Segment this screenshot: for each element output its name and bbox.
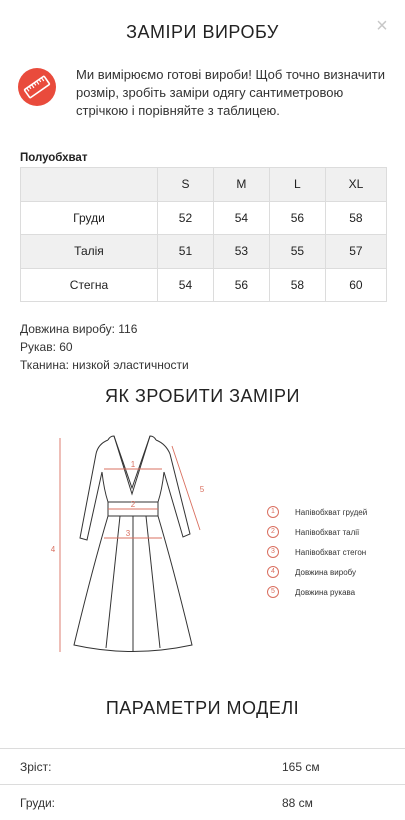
table-header-cell: XL	[325, 168, 386, 202]
how-to-title: ЯК ЗРОБИТИ ЗАМІРИ	[105, 386, 300, 406]
table-cell: 53	[213, 235, 269, 269]
legend-number: 1	[267, 506, 279, 518]
legend-number: 5	[267, 586, 279, 598]
figure-label-5: 5	[199, 485, 205, 494]
param-label: Груди:	[20, 796, 56, 810]
modal-title: ЗАМІРИ ВИРОБУ	[126, 22, 279, 42]
table-cell: 60	[325, 268, 386, 302]
figure-label-3: 3	[125, 529, 131, 538]
row-label: Талія	[21, 235, 158, 269]
legend-number: 3	[267, 546, 279, 558]
measure-legend	[267, 502, 367, 602]
product-info	[20, 320, 189, 374]
param-row	[0, 748, 405, 784]
model-params-list	[0, 748, 405, 820]
table-header-row	[21, 168, 387, 202]
ruler-icon	[18, 68, 56, 106]
intro-block	[18, 66, 390, 126]
table-header-cell: M	[213, 168, 269, 202]
table-cell: 56	[269, 201, 325, 235]
table-row	[21, 268, 387, 302]
table-cell: 58	[269, 268, 325, 302]
row-label: Стегна	[21, 268, 158, 302]
table-cell: 58	[325, 201, 386, 235]
table-cell: 54	[213, 201, 269, 235]
table-cell: 57	[325, 235, 386, 269]
legend-item	[267, 582, 367, 602]
legend-label: Довжина рукава	[295, 587, 356, 597]
product-sleeve: Рукав: 60	[20, 340, 73, 354]
legend-label: Напівобхват грудей	[295, 507, 368, 517]
table-cell: 51	[158, 235, 214, 269]
intro-text: Ми вимірюємо готові вироби! Щоб точно визначити розмір, зробіть заміри одягу сантиметровою стрічкою і порівняйте з таблицею.	[76, 67, 386, 118]
table-cell: 54	[158, 268, 214, 302]
table-header-cell: S	[158, 168, 214, 202]
legend-item	[267, 562, 367, 582]
table-header-cell: L	[269, 168, 325, 202]
model-params-title: ПАРАМЕТРИ МОДЕЛІ	[105, 698, 300, 718]
param-value: 165 см	[282, 760, 320, 774]
table-header-cell	[21, 168, 158, 202]
product-length: Довжина виробу: 116	[20, 322, 138, 336]
legend-number: 4	[267, 566, 279, 578]
legend-number: 2	[267, 526, 279, 538]
legend-item	[267, 502, 367, 522]
figure-label-1: 1	[130, 460, 136, 469]
figure-label-2: 2	[130, 500, 136, 509]
legend-item	[267, 542, 367, 562]
legend-label: Напівобхват стегон	[295, 547, 367, 557]
row-label: Груди	[21, 201, 158, 235]
product-fabric: Тканина: низкой эластичности	[20, 358, 189, 372]
table-row	[21, 201, 387, 235]
table-cell: 56	[213, 268, 269, 302]
param-value: 88 см	[282, 796, 313, 810]
param-label: Зріст:	[20, 760, 52, 774]
legend-label: Довжина виробу	[295, 567, 357, 577]
table-cell: 52	[158, 201, 214, 235]
table-row	[21, 235, 387, 269]
size-table	[20, 167, 387, 302]
legend-label: Напівобхват талії	[295, 527, 360, 537]
close-icon[interactable]: ×	[376, 15, 388, 37]
legend-item	[267, 522, 367, 542]
table-cell: 55	[269, 235, 325, 269]
dress-diagram	[40, 420, 230, 680]
table-caption: Полуобхват	[20, 152, 88, 164]
figure-label-4: 4	[50, 545, 56, 554]
param-row	[0, 784, 405, 820]
